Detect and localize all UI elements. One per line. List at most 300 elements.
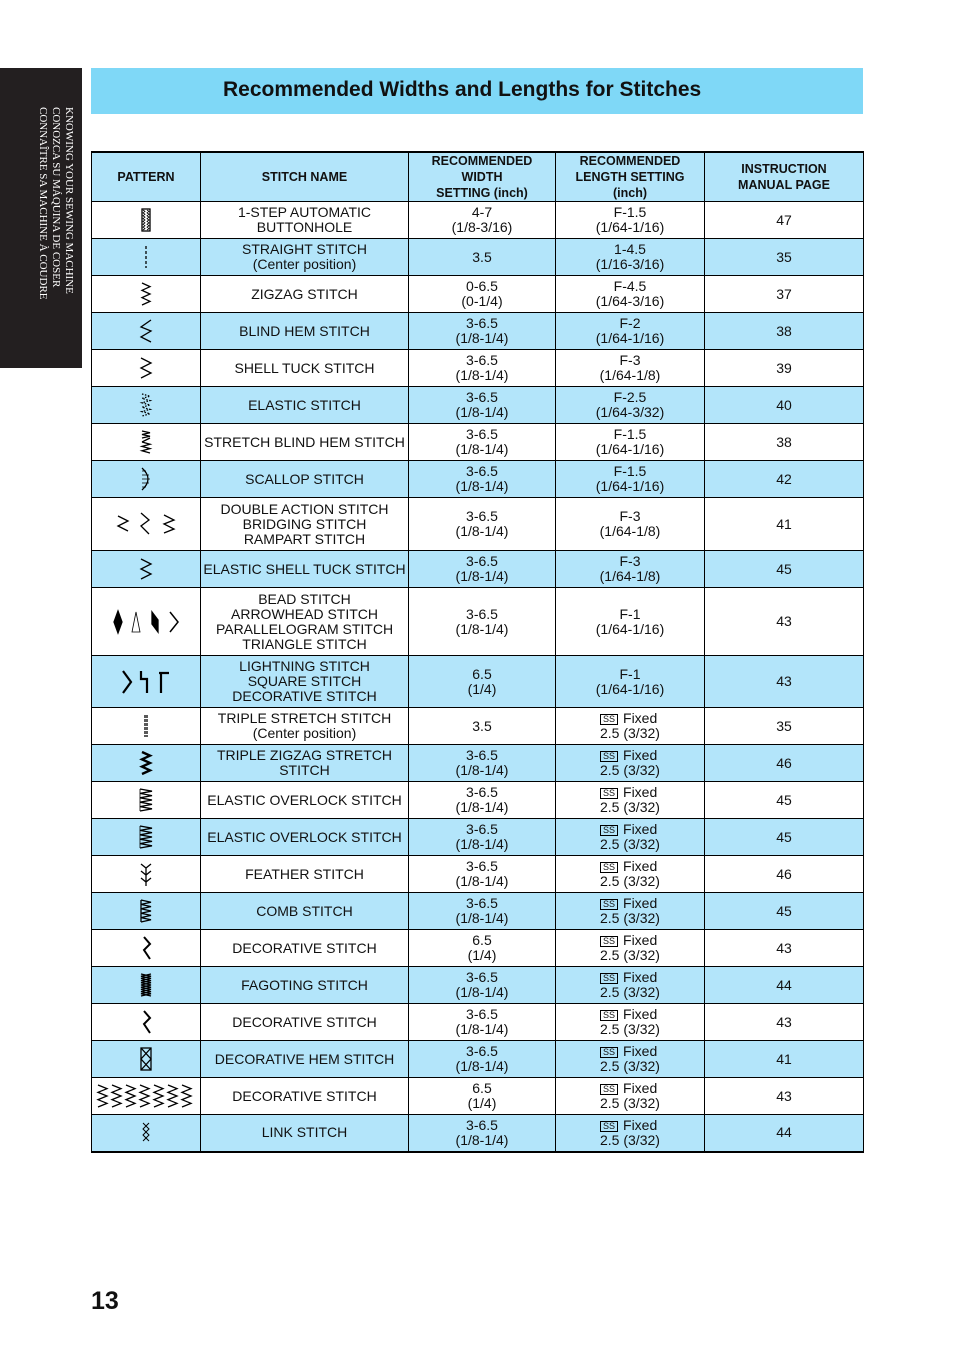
width-cell-line: (1/4): [467, 947, 497, 963]
stitch-name-cell-line: (Center position): [252, 725, 357, 741]
length-cell: [556, 551, 705, 588]
table-row: [92, 819, 864, 856]
stitch-name-cell-line: RAMPART STITCH: [243, 530, 366, 547]
length-cell-line: (1/64-1/8): [599, 367, 661, 383]
decorative-stitch-icon: [94, 1010, 198, 1034]
manual-page-cell: 45: [705, 893, 864, 930]
width-cell: [409, 202, 556, 239]
fixed-label: Fixed: [623, 710, 658, 726]
straight-stitch-icon: [94, 245, 198, 269]
stitch-name-cell-line: (Center position): [252, 256, 357, 272]
stitch-name-cell: [201, 498, 409, 551]
width-cell: [409, 930, 556, 967]
width-cell: [409, 461, 556, 498]
stitch-name-cell: [201, 1041, 409, 1078]
stitch-name-cell: [201, 276, 409, 313]
length-fixed-line: [600, 822, 702, 837]
stitch-name-cell-line: STITCH: [279, 762, 330, 778]
length-fixed-line: [600, 970, 702, 985]
page-title: Recommended Widths and Lengths for Stitches: [223, 78, 702, 101]
manual-page-cell: 43: [705, 930, 864, 967]
triple-stretch-stitch-icon: [94, 714, 198, 738]
fixed-label: Fixed: [623, 969, 658, 985]
shell-tuck-stitch-icon: [94, 357, 198, 379]
pattern-cell: [92, 313, 201, 350]
length-fixed-line: [600, 1081, 702, 1096]
width-cell-line: 3-6.5: [466, 463, 498, 479]
length-cell: [556, 708, 705, 745]
header-width: RECOMMENDED WIDTH SETTING (inch): [409, 152, 556, 202]
width-cell: [409, 313, 556, 350]
fixed-label: Fixed: [623, 1116, 658, 1133]
table-row: [92, 1004, 864, 1041]
stitch-name-cell-line: SHELL TUCK STITCH: [234, 359, 375, 376]
manual-page-cell: 42: [705, 461, 864, 498]
table-row: [92, 1041, 864, 1078]
pattern-cell: [92, 967, 201, 1004]
width-cell-line: 3-6.5: [466, 858, 498, 874]
table-row: [92, 782, 864, 819]
pattern-cell: [92, 239, 201, 276]
ss-badge: SS: [600, 899, 618, 910]
stitch-table: [91, 151, 864, 1153]
fixed-label: Fixed: [623, 1080, 658, 1096]
stitch-name-cell: [201, 1004, 409, 1041]
width-cell-line: 3-6.5: [466, 352, 498, 368]
width-cell: [409, 1115, 556, 1152]
stitch-name-cell: [201, 1078, 409, 1115]
blind-hem-stitch-icon: [94, 319, 198, 343]
length-cell: [556, 893, 705, 930]
length-cell-line: F-3: [619, 352, 641, 368]
chapter-tab-line: KNOWING YOUR SEWING MACHINE: [63, 107, 75, 294]
length-cell: [556, 656, 705, 708]
triple-zigzag-stitch-icon: [94, 751, 198, 775]
stitch-name-cell-line: COMB STITCH: [256, 902, 353, 919]
width-cell: [409, 498, 556, 551]
width-cell-line: (1/8-1/4): [455, 1131, 509, 1148]
length-cell: [556, 1041, 705, 1078]
pattern-cell: [92, 498, 201, 551]
width-cell-line: 3-6.5: [466, 821, 498, 837]
header-length: RECOMMENDED LENGTH SETTING (inch): [556, 152, 705, 202]
table-row: [92, 350, 864, 387]
length-fixed-value: 2.5 (3/32): [600, 984, 660, 1000]
stitch-name-cell: [201, 387, 409, 424]
stitch-name-cell: [201, 967, 409, 1004]
manual-page-cell: 41: [705, 498, 864, 551]
stitch-name-cell-line: FEATHER STITCH: [245, 865, 364, 882]
width-cell-line: 3-6.5: [466, 784, 498, 800]
pattern-cell: [92, 1115, 201, 1152]
manual-page-cell: 44: [705, 1115, 864, 1152]
table-row: [92, 930, 864, 967]
stitch-name-cell: [201, 588, 409, 656]
length-cell-line: F-1.5: [613, 204, 647, 220]
stitch-name-cell: [201, 424, 409, 461]
table-row: [92, 387, 864, 424]
stitch-name-cell-line: ELASTIC OVERLOCK STITCH: [207, 828, 402, 845]
table-row: [92, 239, 864, 276]
width-cell-line: (1/8-1/4): [455, 836, 509, 852]
link-stitch-icon: [94, 1121, 198, 1145]
width-cell-line: (1/8-1/4): [455, 799, 509, 815]
width-cell-line: 3-6.5: [466, 605, 498, 622]
stitch-name-cell-line: TRIANGLE STITCH: [242, 635, 367, 652]
stitch-name-cell: [201, 1115, 409, 1152]
ss-badge: SS: [600, 862, 618, 873]
table-row: [92, 498, 864, 551]
width-cell-line: 3-6.5: [466, 315, 498, 331]
chapter-tab-line: CONNAÎTRE SA MACHINE À COUDRE: [37, 107, 49, 300]
header-stitch-name: STITCH NAME: [201, 152, 409, 202]
length-fixed-value: 2.5 (3/32): [600, 1058, 660, 1074]
length-cell: [556, 782, 705, 819]
length-cell-line: F-1.5: [613, 426, 647, 442]
stitch-name-cell-line: ARROWHEAD STITCH: [231, 605, 378, 622]
manual-page-cell: 43: [705, 1004, 864, 1041]
pattern-cell: [92, 819, 201, 856]
stitch-name-cell: [201, 708, 409, 745]
stitch-name-cell: [201, 745, 409, 782]
stitch-name-cell-line: DECORATIVE STITCH: [232, 1013, 377, 1030]
length-fixed-value: 2.5 (3/32): [600, 1021, 660, 1037]
table-row: [92, 276, 864, 313]
table-row: [92, 202, 864, 239]
length-fixed-value: 2.5 (3/32): [600, 873, 660, 889]
width-cell-line: (1/8-1/4): [455, 330, 509, 346]
pattern-cell: [92, 656, 201, 708]
fixed-label: Fixed: [623, 895, 658, 911]
length-fixed-value: 2.5 (3/32): [600, 762, 660, 778]
table-row: [92, 967, 864, 1004]
stitch-name-cell-line: LINK STITCH: [261, 1124, 348, 1141]
stitch-name-cell-line: LIGHTNING STITCH: [239, 658, 370, 674]
bead-arrowhead-stitch-icon: [94, 610, 198, 634]
length-cell-line: (1/64-3/32): [595, 404, 665, 420]
ss-badge: SS: [600, 936, 618, 947]
elastic-stitch-icon: [94, 393, 198, 417]
manual-page-cell: 44: [705, 967, 864, 1004]
width-cell-line: 3-6.5: [466, 1116, 498, 1133]
pattern-cell: [92, 745, 201, 782]
feather-stitch-icon: [94, 862, 198, 886]
stitch-name-cell: [201, 239, 409, 276]
length-fixed-value: 2.5 (3/32): [600, 725, 660, 741]
ss-badge: SS: [600, 1047, 618, 1058]
length-fixed-line: [600, 711, 702, 726]
length-cell-line: (1/64-1/16): [595, 441, 665, 457]
pattern-cell: [92, 1041, 201, 1078]
width-cell-line: (1/8-1/4): [455, 873, 509, 889]
length-cell: [556, 276, 705, 313]
stitch-name-cell-line: SCALLOP STITCH: [245, 470, 364, 487]
stitch-name-cell: [201, 551, 409, 588]
stitch-name-cell: [201, 819, 409, 856]
pattern-cell: [92, 893, 201, 930]
width-cell-line: (1/8-3/16): [451, 219, 513, 235]
stitch-name-cell-line: BLIND HEM STITCH: [239, 322, 370, 339]
length-cell-line: (1/64-1/16): [595, 680, 665, 697]
width-cell-line: (1/8-1/4): [455, 478, 509, 494]
width-cell: [409, 424, 556, 461]
chapter-tab-line: CONOZCA SU MÁQUINA DE COSER: [50, 107, 62, 288]
manual-page-cell: 38: [705, 313, 864, 350]
manual-page-cell: 39: [705, 350, 864, 387]
length-cell-line: (1/16-3/16): [595, 256, 665, 272]
width-cell: [409, 745, 556, 782]
width-cell-line: (1/8-1/4): [455, 910, 509, 926]
width-cell: [409, 856, 556, 893]
pattern-cell: [92, 930, 201, 967]
stitch-name-cell-line: DECORATIVE STITCH: [232, 939, 377, 956]
pattern-cell: [92, 551, 201, 588]
fixed-label: Fixed: [623, 932, 658, 948]
stitch-name-cell-line: FAGOTING STITCH: [241, 976, 368, 993]
length-fixed-value: 2.5 (3/32): [600, 1131, 660, 1148]
stitch-name-cell: [201, 350, 409, 387]
comb-stitch-icon: [94, 899, 198, 923]
stitch-name-cell-line: BEAD STITCH: [258, 590, 351, 607]
fixed-label: Fixed: [623, 1006, 658, 1022]
stitch-name-cell-line: STRETCH BLIND HEM STITCH: [204, 433, 405, 450]
stitch-name-cell: [201, 782, 409, 819]
stitch-name-cell: [201, 856, 409, 893]
width-cell-line: (0-1/4): [461, 293, 503, 309]
width-cell: [409, 708, 556, 745]
pattern-cell: [92, 424, 201, 461]
length-fixed-value: 2.5 (3/32): [600, 1095, 660, 1111]
scallop-stitch-icon: [94, 467, 198, 491]
length-cell-line: (1/64-1/16): [595, 620, 665, 637]
width-cell-line: (1/8-1/4): [455, 1021, 509, 1037]
stretch-blind-hem-stitch-icon: [94, 430, 198, 454]
length-cell-line: F-1.5: [613, 463, 647, 479]
length-fixed-line: [600, 896, 702, 911]
length-cell: [556, 930, 705, 967]
ss-badge: SS: [600, 1121, 618, 1132]
width-cell: [409, 239, 556, 276]
manual-page-cell: 47: [705, 202, 864, 239]
manual-page-cell: 41: [705, 1041, 864, 1078]
manual-page-cell: 43: [705, 656, 864, 708]
table-row: [92, 856, 864, 893]
width-cell: [409, 1004, 556, 1041]
length-cell: [556, 202, 705, 239]
length-cell-line: (1/64-1/8): [599, 523, 661, 539]
stitch-name-cell-line: ELASTIC STITCH: [248, 396, 361, 413]
stitch-name-cell-line: ZIGZAG STITCH: [251, 285, 358, 302]
table-row: [92, 656, 864, 708]
buttonhole-stitch-icon: [94, 208, 198, 232]
width-cell: [409, 588, 556, 656]
zigzag-stitch-icon: [94, 282, 198, 306]
stitch-name-cell-line: TRIPLE ZIGZAG STRETCH: [216, 747, 392, 763]
manual-page-cell: 40: [705, 387, 864, 424]
title-banner: [91, 68, 863, 114]
table-row: [92, 1078, 864, 1115]
width-cell: [409, 782, 556, 819]
length-cell: [556, 1078, 705, 1115]
width-cell-line: 3-6.5: [466, 553, 498, 569]
ss-badge: SS: [600, 714, 618, 725]
table-header-row: [92, 152, 864, 202]
manual-page-cell: 46: [705, 745, 864, 782]
width-cell: [409, 387, 556, 424]
length-cell-line: F-2.5: [613, 389, 647, 405]
length-fixed-line: [600, 859, 702, 874]
stitch-name-cell-line: DECORATIVE HEM STITCH: [214, 1050, 395, 1067]
header-pattern: PATTERN: [92, 152, 201, 202]
width-cell-line: 6.5: [472, 1080, 492, 1096]
length-fixed-line: [600, 748, 702, 763]
ss-badge: SS: [600, 788, 618, 799]
manual-page-cell: 37: [705, 276, 864, 313]
length-cell-line: F-2: [619, 315, 641, 331]
length-fixed-value: 2.5 (3/32): [600, 947, 660, 963]
pattern-cell: [92, 202, 201, 239]
decorative-stitch-set-icon: [94, 1084, 198, 1108]
manual-page-cell: 43: [705, 588, 864, 656]
width-cell-line: 3-6.5: [466, 747, 498, 763]
width-cell: [409, 1041, 556, 1078]
stitch-name-cell: [201, 202, 409, 239]
stitch-name-cell-line: DECORATIVE STITCH: [232, 688, 377, 704]
stitch-name-cell-line: SQUARE STITCH: [247, 673, 362, 689]
stitch-name-cell: [201, 930, 409, 967]
length-cell: [556, 819, 705, 856]
stitch-name-cell-line: BRIDGING STITCH: [242, 515, 367, 532]
stitch-name-cell-line: BUTTONHOLE: [256, 219, 353, 235]
pattern-cell: [92, 461, 201, 498]
length-cell-line: (1/64-1/8): [599, 568, 661, 584]
length-fixed-line: [600, 1044, 702, 1059]
manual-page-cell: 45: [705, 782, 864, 819]
length-fixed-value: 2.5 (3/32): [600, 836, 660, 852]
stitch-name-cell-line: DECORATIVE STITCH: [232, 1087, 377, 1104]
stitch-name-cell-line: ELASTIC OVERLOCK STITCH: [207, 791, 402, 808]
length-cell: [556, 387, 705, 424]
width-cell-line: (1/8-1/4): [455, 984, 509, 1000]
width-cell: [409, 551, 556, 588]
decorative-hem-stitch-icon: [94, 1047, 198, 1071]
page-number: 13: [91, 1287, 119, 1315]
elastic-shell-tuck-stitch-icon: [94, 558, 198, 580]
table-row: [92, 1115, 864, 1152]
chapter-tab-label: [36, 107, 75, 300]
length-cell: [556, 313, 705, 350]
width-cell-line: 3-6.5: [466, 1006, 498, 1022]
width-cell-line: 3-6.5: [466, 389, 498, 405]
width-cell-line: 3.5: [472, 248, 492, 265]
elastic-overlock-stitch-icon: [94, 788, 198, 812]
width-cell-line: 6.5: [472, 665, 492, 682]
fixed-label: Fixed: [623, 821, 658, 837]
ss-badge: SS: [600, 825, 618, 836]
fixed-label: Fixed: [623, 858, 658, 874]
length-cell: [556, 588, 705, 656]
width-cell-line: 0-6.5: [466, 278, 498, 294]
fixed-label: Fixed: [623, 1043, 658, 1059]
width-cell-line: 3-6.5: [466, 969, 498, 985]
fagoting-stitch-icon: [94, 973, 198, 997]
length-cell: [556, 1004, 705, 1041]
stitch-name-cell-line: TRIPLE STRETCH STITCH: [217, 710, 392, 726]
width-cell-line: (1/8-1/4): [455, 523, 509, 539]
manual-page-cell: 46: [705, 856, 864, 893]
stitch-name-cell: [201, 893, 409, 930]
width-cell-line: (1/4): [467, 680, 497, 697]
length-cell: [556, 1115, 705, 1152]
ss-badge: SS: [600, 751, 618, 762]
length-fixed-line: [600, 1118, 702, 1133]
length-cell-line: (1/64-3/16): [595, 293, 665, 309]
width-cell-line: (1/8-1/4): [455, 367, 509, 383]
fixed-label: Fixed: [623, 784, 658, 800]
stitch-name-cell-line: 1-STEP AUTOMATIC: [237, 204, 372, 220]
width-cell-line: 3-6.5: [466, 426, 498, 442]
width-cell-line: 3.5: [472, 717, 492, 734]
header-manual-page: INSTRUCTION MANUAL PAGE: [705, 152, 864, 202]
width-cell: [409, 350, 556, 387]
length-cell-line: F-3: [619, 508, 641, 524]
length-cell-line: F-4.5: [613, 278, 647, 294]
length-cell-line: (1/64-1/16): [595, 219, 665, 235]
length-cell: [556, 967, 705, 1004]
table-row: [92, 708, 864, 745]
pattern-cell: [92, 588, 201, 656]
manual-page-cell: 38: [705, 424, 864, 461]
manual-page-cell: 43: [705, 1078, 864, 1115]
width-cell: [409, 819, 556, 856]
ss-badge: SS: [600, 1084, 618, 1095]
length-fixed-value: 2.5 (3/32): [600, 910, 660, 926]
table-row: [92, 461, 864, 498]
ss-badge: SS: [600, 1010, 618, 1021]
width-cell: [409, 656, 556, 708]
pattern-cell: [92, 856, 201, 893]
width-cell: [409, 967, 556, 1004]
double-action-stitch-icon: [94, 512, 198, 536]
width-cell-line: (1/8-1/4): [455, 1058, 509, 1074]
length-fixed-line: [600, 1007, 702, 1022]
width-cell-line: (1/8-1/4): [455, 568, 509, 584]
manual-page-cell: 45: [705, 819, 864, 856]
width-cell-line: 4-7: [471, 204, 493, 220]
width-cell-line: 6.5: [472, 932, 492, 948]
width-cell-line: 3-6.5: [466, 895, 498, 911]
width-cell-line: 3-6.5: [466, 508, 498, 524]
table-row: [92, 745, 864, 782]
pattern-cell: [92, 1078, 201, 1115]
table-row: [92, 588, 864, 656]
width-cell-line: (1/8-1/4): [455, 441, 509, 457]
width-cell-line: (1/8-1/4): [455, 404, 509, 420]
stitch-name-cell: [201, 461, 409, 498]
pattern-cell: [92, 387, 201, 424]
manual-page-cell: 45: [705, 551, 864, 588]
decorative-stitch-icon: [94, 936, 198, 960]
stitch-name-cell-line: ELASTIC SHELL TUCK STITCH: [203, 560, 406, 577]
length-fixed-line: [600, 785, 702, 800]
fixed-label: Fixed: [623, 747, 658, 763]
length-cell-line: 1-4.5: [614, 241, 646, 257]
table-row: [92, 551, 864, 588]
width-cell: [409, 276, 556, 313]
pattern-cell: [92, 350, 201, 387]
lightning-square-stitch-icon: [94, 669, 198, 695]
table-row: [92, 893, 864, 930]
